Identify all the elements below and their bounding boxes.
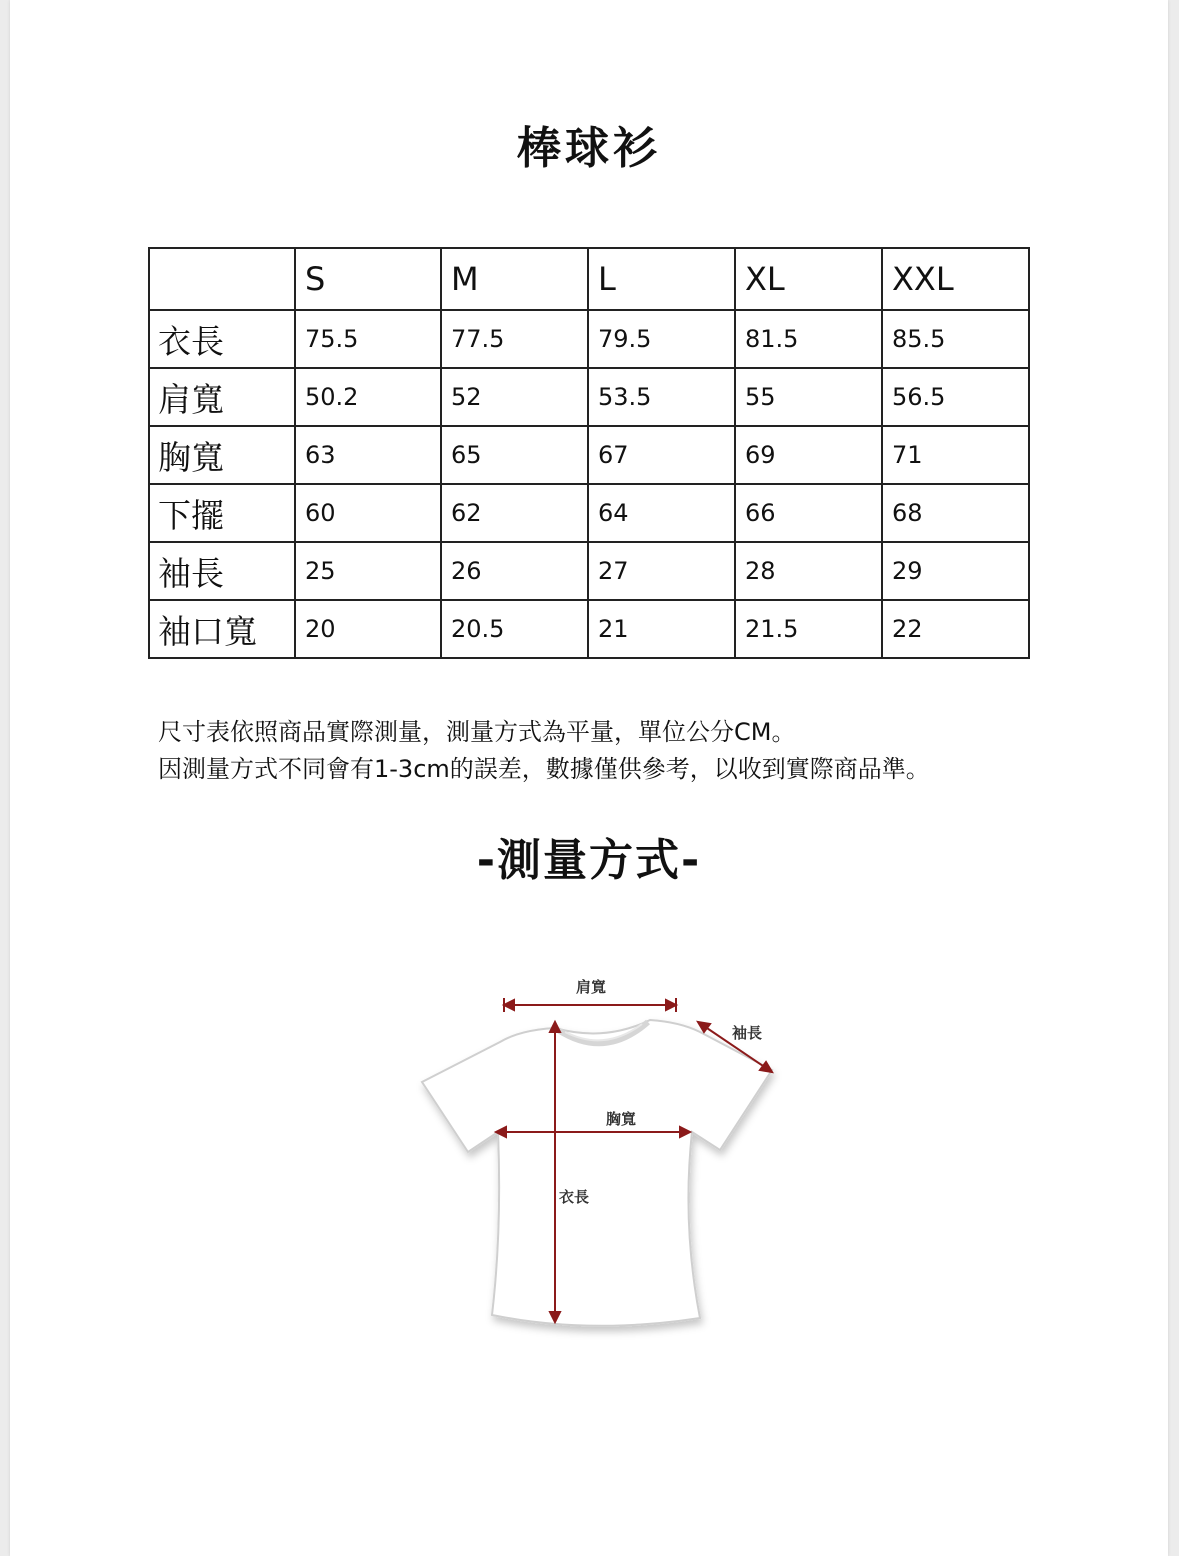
table-cell: 67 xyxy=(588,426,735,484)
table-row xyxy=(149,310,1029,368)
table-row xyxy=(149,368,1029,426)
table-cell: 53.5 xyxy=(588,368,735,426)
table-cell: 21 xyxy=(588,600,735,658)
table-cell: 21.5 xyxy=(735,600,882,658)
length-label: 衣長 xyxy=(559,1188,590,1206)
table-cell: 69 xyxy=(735,426,882,484)
table-cell: 75.5 xyxy=(295,310,441,368)
section-subtitle: -測量方式- xyxy=(476,835,702,886)
page-title: 棒球衫 xyxy=(517,123,661,174)
table-cell: 63 xyxy=(295,426,441,484)
size-chart-page xyxy=(10,0,1168,1556)
header-cell-xl: XL xyxy=(735,248,882,310)
row-label: 袖長 xyxy=(149,542,295,600)
table-cell: 60 xyxy=(295,484,441,542)
table-cell: 29 xyxy=(882,542,1029,600)
header-cell-l: L xyxy=(588,248,735,310)
header-cell-m: M xyxy=(441,248,588,310)
table-cell: 55 xyxy=(735,368,882,426)
table-row xyxy=(149,542,1029,600)
shoulder-label: 肩寬 xyxy=(576,978,607,996)
header-cell-empty xyxy=(149,248,295,310)
table-cell: 65 xyxy=(441,426,588,484)
table-cell: 66 xyxy=(735,484,882,542)
row-label: 下擺 xyxy=(149,484,295,542)
table-cell: 28 xyxy=(735,542,882,600)
table-cell: 62 xyxy=(441,484,588,542)
row-label: 胸寬 xyxy=(149,426,295,484)
table-cell: 20.5 xyxy=(441,600,588,658)
row-label: 袖口寬 xyxy=(149,600,295,658)
sleeve-label: 袖長 xyxy=(732,1024,763,1042)
table-row xyxy=(149,484,1029,542)
table-row xyxy=(149,600,1029,658)
table-cell: 26 xyxy=(441,542,588,600)
table-cell: 20 xyxy=(295,600,441,658)
table-cell: 27 xyxy=(588,542,735,600)
table-cell: 81.5 xyxy=(735,310,882,368)
table-cell: 71 xyxy=(882,426,1029,484)
note-line-1: 尺寸表依照商品實際測量，測量方式為平量，單位公分CM。 xyxy=(158,718,796,746)
row-label: 肩寬 xyxy=(149,368,295,426)
tshirt-shape xyxy=(422,1020,772,1326)
measurement-notes xyxy=(158,714,930,788)
chest-label: 胸寬 xyxy=(606,1110,637,1128)
table-cell: 68 xyxy=(882,484,1029,542)
header-cell-xxl: XXL xyxy=(882,248,1029,310)
table-cell: 77.5 xyxy=(441,310,588,368)
table-header-row xyxy=(149,248,1029,310)
table-cell: 79.5 xyxy=(588,310,735,368)
row-label: 衣長 xyxy=(149,310,295,368)
table-row xyxy=(149,426,1029,484)
table-cell: 22 xyxy=(882,600,1029,658)
table-cell: 64 xyxy=(588,484,735,542)
table-cell: 50.2 xyxy=(295,368,441,426)
tshirt-illustration xyxy=(400,960,800,1340)
tshirt-measurement-diagram xyxy=(400,960,800,1340)
table-cell: 25 xyxy=(295,542,441,600)
table-cell: 56.5 xyxy=(882,368,1029,426)
header-cell-s: S xyxy=(295,248,441,310)
table-cell: 85.5 xyxy=(882,310,1029,368)
note-line-2: 因測量方式不同會有1-3cm的誤差，數據僅供參考，以收到實際商品準。 xyxy=(158,755,930,783)
table-cell: 52 xyxy=(441,368,588,426)
size-table xyxy=(148,247,1030,659)
